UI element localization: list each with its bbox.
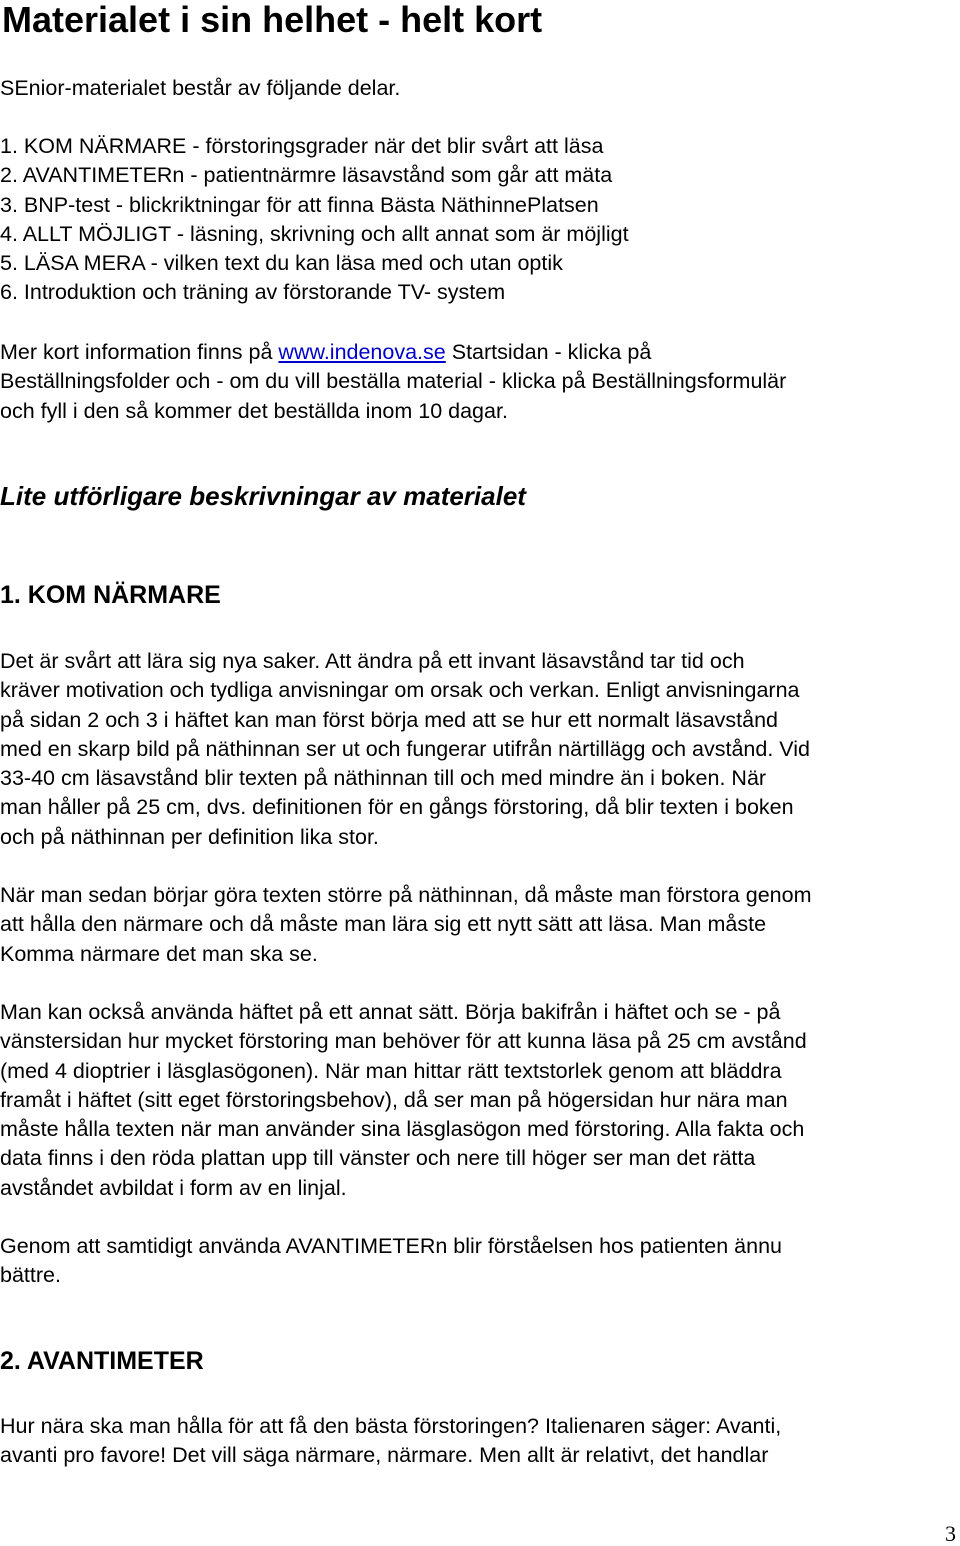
paragraph-line: och på näthinnan per definition lika stor. — [0, 824, 379, 849]
paragraph — [0, 1232, 782, 1291]
list-item: 1. KOM NÄRMARE - förstoringsgrader när det blir svårt att läsa — [0, 134, 604, 158]
paragraph-line: Det är svårt att lära sig nya saker. Att ändra på ett invant läsavstånd tar tid och — [0, 649, 745, 673]
website-link[interactable]: www.indenova.se — [278, 340, 446, 364]
info-line: Beställningsfolder och - om du vill beställa material - klicka på Beställningsformulär — [0, 369, 787, 394]
paragraph-line: avståndet avbildat i form av en linjal. — [0, 1175, 347, 1200]
list-item: 6. Introduktion och träning av förstorande TV- system — [0, 280, 506, 305]
info-paragraph — [0, 338, 786, 426]
info-line: och fyll i den så kommer det beställda inom 10 dagar. — [0, 398, 508, 423]
paragraph — [0, 1412, 781, 1471]
list-item: 5. LÄSA MERA - vilken text du kan läsa med och utan optik — [0, 251, 563, 276]
paragraph-line: (med 4 dioptrier i läsglasögonen). När man hittar rätt textstorlek genom att bläddra — [0, 1058, 782, 1083]
parts-list — [0, 132, 629, 308]
paragraph-line: avanti pro favore! Det vill säga närmare, närmare. Men allt är relativt, det handlar — [0, 1443, 769, 1468]
page-title: Materialet i sin helhet - helt kort — [2, 0, 543, 40]
list-item: 4. ALLT MÖJLIGT - läsning, skrivning och allt annat som är möjligt — [0, 221, 629, 246]
page-number: 3 — [945, 1521, 956, 1546]
section-heading-avantimeter: 2. AVANTIMETER — [0, 1347, 204, 1375]
paragraph — [0, 647, 810, 852]
info-text: Startsidan - klicka på — [445, 340, 652, 364]
paragraph-line: vänstersidan hur mycket förstoring man behöver för att kunna läsa på 25 cm avstånd — [0, 1029, 807, 1054]
paragraph-line: data finns i den röda plattan upp till vänster och nere till höger ser man det rätta — [0, 1146, 756, 1171]
paragraph-line: Hur nära ska man hålla för att få den bästa förstoringen? Italienaren säger: Avanti, — [0, 1414, 782, 1438]
paragraph-line: man håller på 25 cm, dvs. definitionen för en gångs förstoring, då blir texten i boken — [0, 795, 794, 820]
list-item: 3. BNP-test - blickriktningar för att finna Bästa NäthinnePlatsen — [0, 192, 599, 217]
paragraph-line: med en skarp bild på näthinnan ser ut och fungerar utifrån närtillägg och avstånd. Vid — [0, 736, 810, 761]
paragraph-line: Man kan också använda häftet på ett annat sätt. Börja bakifrån i häftet och se - på — [0, 1000, 781, 1024]
paragraph-line: 33-40 cm läsavstånd blir texten på näthinnan till och med mindre än i boken. När — [0, 766, 767, 791]
list-item: 2. AVANTIMETERn - patientnärmre läsavstånd som går att mäta — [0, 163, 613, 188]
paragraph-line: framåt i häftet (sitt eget förstoringsbehov), då ser man på högersidan hur nära man — [0, 1087, 788, 1112]
paragraph-line: När man sedan börjar göra texten större på näthinnan, då måste man förstora genom — [0, 883, 812, 907]
paragraph-line: Genom att samtidigt använda AVANTIMETERn blir förståelsen hos patienten ännu — [0, 1234, 782, 1258]
paragraph-line: måste hålla texten när man använder sina läsglasögon med förstoring. Alla fakta och — [0, 1117, 805, 1142]
info-text: Mer kort information finns på — [0, 340, 279, 364]
paragraph-line: kräver motivation och tydliga anvisningar om orsak och verkan. Enligt anvisningarna — [0, 678, 800, 703]
paragraph-line: bättre. — [0, 1263, 61, 1288]
section-heading-kom-narmare: 1. KOM NÄRMARE — [0, 581, 221, 609]
paragraph — [0, 998, 807, 1203]
paragraph-line: att hålla den närmare och då måste man lära sig ett nytt sätt att läsa. Man måste — [0, 912, 767, 937]
paragraph-line: på sidan 2 och 3 i häftet kan man först börja med att se hur ett normalt läsavstånd — [0, 707, 779, 732]
section-subheading: Lite utförligare beskrivningar av materialet — [0, 481, 526, 511]
paragraph-line: Komma närmare det man ska se. — [0, 941, 318, 966]
paragraph — [0, 881, 811, 969]
intro-text: SEnior-materialet består av följande delar. — [0, 76, 401, 100]
